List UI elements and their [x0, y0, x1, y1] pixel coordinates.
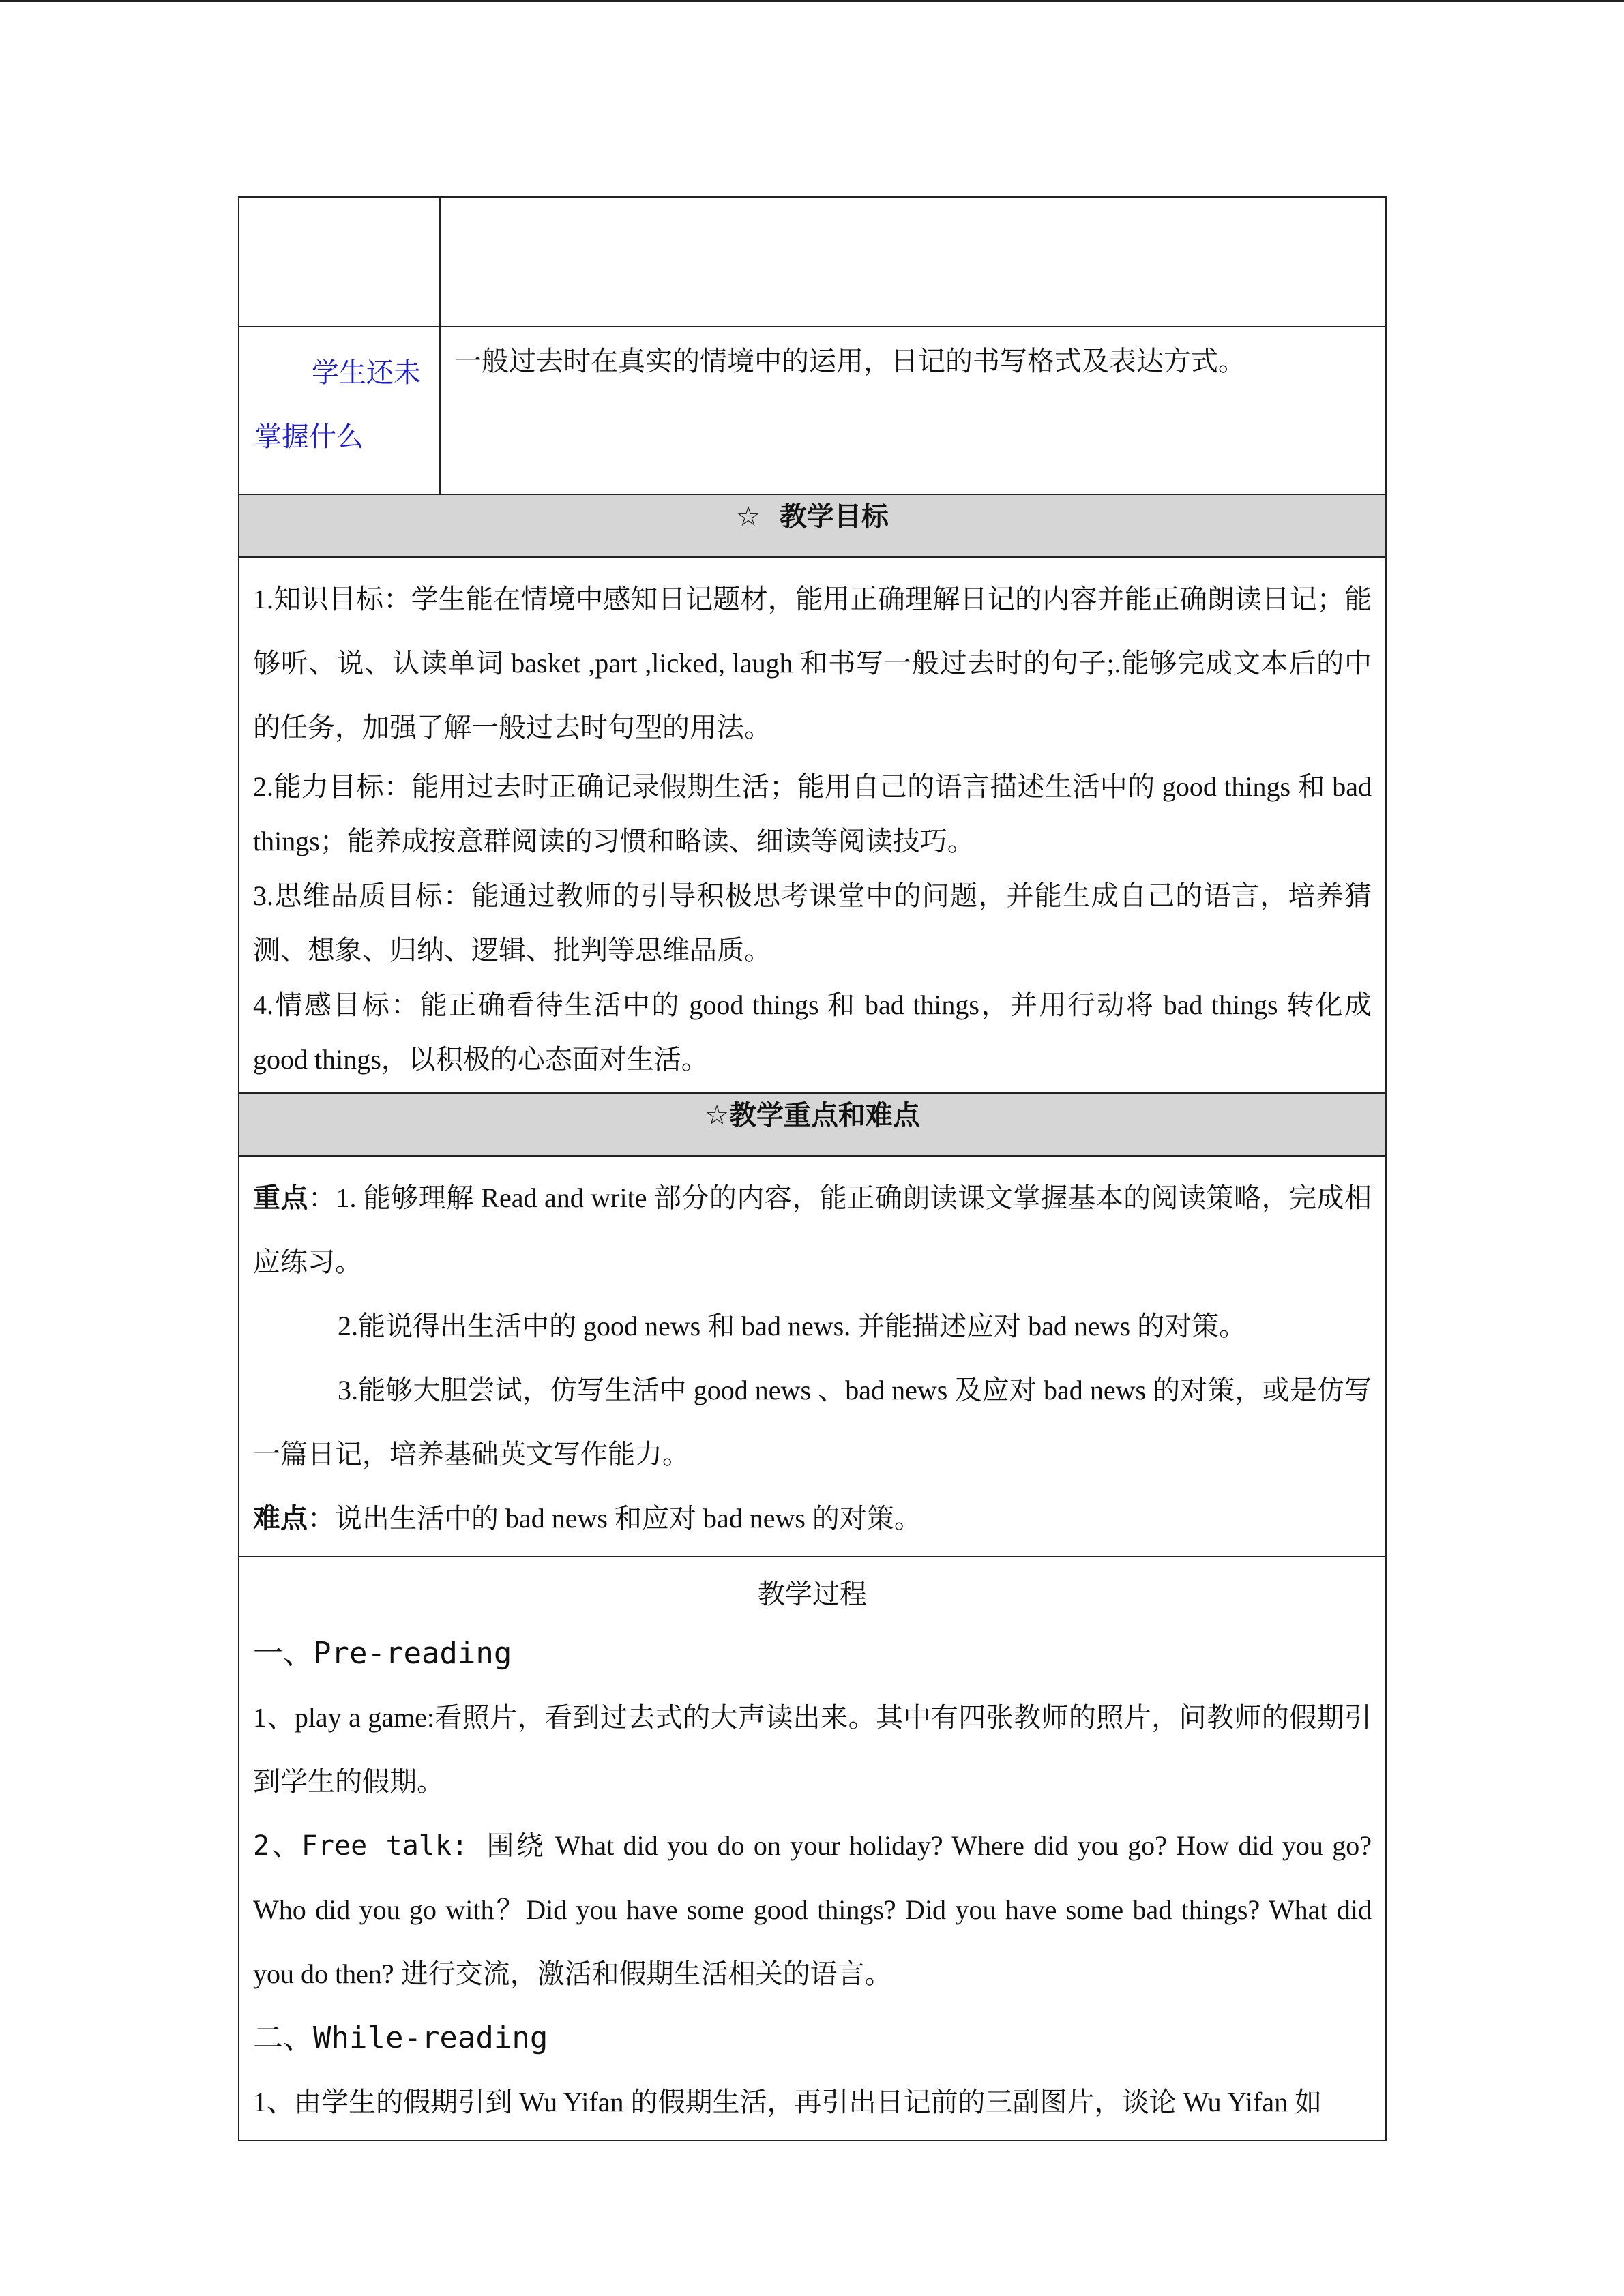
objective-thinking: 3.思维品质目标：能通过教师的引导积极思考课堂中的问题，并能生成自己的语言，培养猜测、想象、归纳、逻辑、批判等思维品质。: [253, 880, 1372, 966]
not-mastered-label-cell: [239, 327, 440, 494]
pre-reading-step-1: 1、play a game:看照片，看到过去式的大声读出来。其中有四张教师的照片，问教师的假期引到学生的假期。: [253, 1702, 1372, 1797]
key-point-1-text: ：1. 能够理解 Read and write 部分的内容，能正确朗读课文掌握基本的阅读策略，完成相应练习。: [253, 1182, 1372, 1277]
objectives-header: [239, 494, 1386, 557]
objectives-title: 教学目标: [779, 501, 889, 533]
key-point-1: [253, 1166, 1372, 1294]
pre-reading-step-2: [253, 1814, 1372, 2006]
objective-ability: 2.能力目标：能用过去时正确记录假期生活；能用自己的语言描述生活中的 good things 和 bad things；能养成按意群阅读的习惯和略读、细读等阅读技巧。: [253, 771, 1372, 856]
not-mastered-value-cell: [440, 327, 1386, 494]
lesson-plan-table: [238, 196, 1387, 2141]
process-row: [239, 1557, 1386, 2141]
key-points-body-row: [239, 1156, 1386, 1557]
not-mastered-label: 学生还未掌握什么: [254, 357, 421, 452]
key-points-body: [239, 1156, 1386, 1557]
empty-row: [239, 197, 1386, 327]
process-body: [239, 1557, 1386, 2141]
objective-knowledge: 1.知识目标：学生能在情境中感知日记题材，能用正确理解日记的内容并能正确朗读日记；能够听、说、认读单词 basket ,part ,licked, laugh 和书写一般过去时的句子;.能够完成文本后的中的任务，加强了解一般过去时句型的用法。: [253, 584, 1372, 743]
empty-cell-left: [239, 197, 440, 327]
objective-emotion: 4.情感目标：能正确看待生活中的 good things 和 bad things，并用行动将 bad things 转化成 good things，以积极的心态面对生活。: [253, 989, 1372, 1075]
free-talk-text: 围绕 What did you do on your holiday? Where did you go? How did you go? Who did you go with？Did you have some good things? Did you have some bad things? What did you do then? 进行交流，激活和假期生活相关的语言。: [253, 1830, 1372, 1989]
key-point-3: [253, 1358, 1372, 1487]
key-points-header: ☆教学重点和难点: [239, 1093, 1386, 1156]
while-reading-step-1: 1、由学生的假期引到 Wu Yifan 的假期生活，再引出日记前的三副图片，谈论 Wu Yifan 如: [253, 2087, 1323, 2117]
key-point-2: 2.能说得出生活中的 good news 和 bad news. 并能描述应对 bad news 的对策。: [338, 1311, 1247, 1341]
key-label: 重点: [253, 1182, 308, 1213]
page-top-border: [0, 0, 1624, 2]
while-reading-heading: 二、While-reading: [253, 2021, 548, 2055]
objectives-header-row: [239, 494, 1386, 557]
difficulty-label: 难点: [253, 1503, 308, 1534]
empty-cell-right: [440, 197, 1386, 327]
objectives-body: [239, 557, 1386, 1093]
pre-reading-heading: 一、Pre-reading: [253, 1636, 512, 1671]
process-title: 教学过程: [758, 1579, 867, 1609]
objectives-body-row: [239, 557, 1386, 1093]
star-icon: ☆: [736, 501, 761, 533]
free-talk-prefix: 2、Free talk:: [253, 1830, 487, 1862]
not-mastered-row: [239, 327, 1386, 494]
key-points-header-row: [239, 1093, 1386, 1156]
not-mastered-value: 一般过去时在真实的情境中的运用，日记的书写格式及表达方式。: [454, 346, 1245, 376]
key-point-3-text: 3.能够大胆尝试，仿写生活中 good news 、bad news 及应对 bad news 的对策，或是仿写一篇日记，培养基础英文写作能力。: [253, 1375, 1372, 1470]
difficulty: [253, 1487, 1372, 1551]
difficulty-text: ：说出生活中的 bad news 和应对 bad news 的对策。: [308, 1503, 921, 1534]
